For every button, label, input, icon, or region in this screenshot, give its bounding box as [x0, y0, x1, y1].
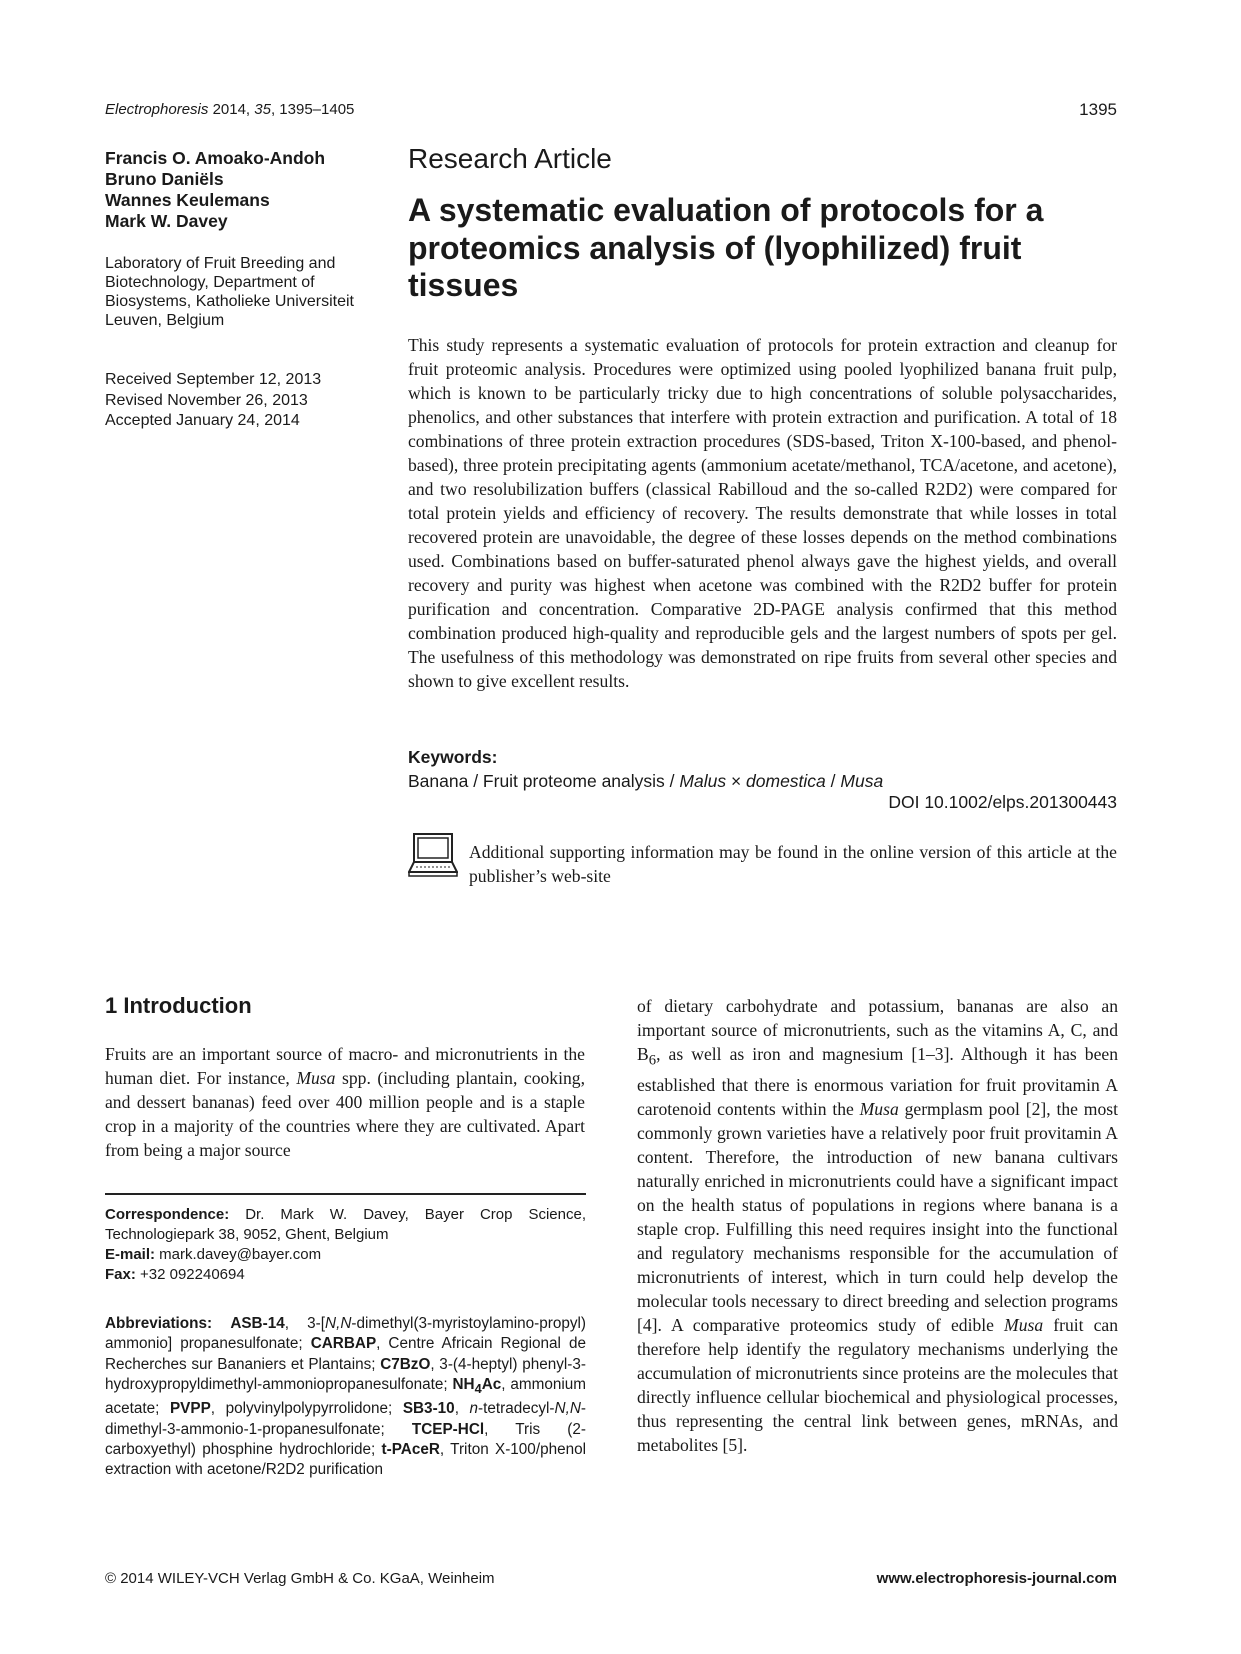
affiliation: Laboratory of Fruit Breeding and Biotechnology, Department of Biosystems, Katholieke Universiteit Leuven, Belgium — [105, 255, 354, 329]
footer-copyright: © 2014 WILEY-VCH Verlag GmbH & Co. KGaA, Weinheim — [105, 1570, 495, 1587]
footnote-divider — [105, 1193, 586, 1195]
article-dates — [105, 370, 375, 432]
fax-number: +32 092240694 — [135, 1266, 245, 1283]
footer-journal-url[interactable]: www.electrophoresis-journal.com — [876, 1570, 1117, 1587]
abbreviations-note: Abbreviations: ASB-14, 3-[N,N-dimethyl(3-myristoylamino-propyl) ammonio] propanesulfonate; CARBAP, Centre Africain Regional de Recherches sur Bananiers et Plantains; C7BzO, 3-(4-heptyl) phenyl-3-hydroxypropyldimethyl-ammoniopropanesulfonate; $NH_4Ac$, ammonium acetate; PVPP, polyvinylpolypyrrolidone; SB3-10, n-tetradecyl-N,N-dimethyl-3-ammonio-1-propanesulfonate; TCEP-HCl, Tris (2-carboxyethyl) phosphine hydrochloride; t-PAceR, Triton X-100/phenol extraction with acetone/R2D2 purification — [105, 1315, 586, 1479]
author-list — [105, 148, 375, 232]
article-title: A systematic evaluation of protocols for a proteomics analysis of (lyophilized) fruit tissues — [408, 192, 1044, 303]
received-date: Received September 12, 2013 — [105, 371, 322, 388]
journal-reference: Electrophoresis 2014, 35, 1395–1405 — [105, 101, 355, 118]
article-type: Research Article — [408, 143, 612, 174]
author: Wannes Keulemans — [105, 190, 270, 210]
correspondence-note: Correspondence: Dr. Mark W. Davey, Bayer Crop Science, Technologiepark 38, 9052, Ghent, Belgium E-mail: mark.davey@bayer.com Fax: +32 092240694 — [105, 1206, 586, 1283]
keywords-heading: Keywords: — [408, 747, 498, 767]
page-number: 1395 — [1079, 100, 1117, 119]
revised-date: Revised November 26, 2013 — [105, 391, 308, 409]
computer-icon — [408, 832, 458, 878]
abstract: This study represents a systematic evaluation of protocols for protein extraction and cleanup for fruit proteomic analysis. Procedures were optimized using pooled lyophilized banana fruit pulp, which is known to be particularly tricky due to high concentrations of soluble polysaccharides, phenolics, and other substances that interfere with protein extraction and purification. A total of 18 combinations of three protein extraction procedures (SDS-based, Triton X-100-based, and phenol-based), three protein precipitating agents (ammonium acetate/methanol, TCA/acetone, and acetone), and two resolubilization buffers (classical Rabilloud and the so-called R2D2) were compared for total protein yields and efficiency of recovery. The results demonstrate that while losses in total recovered protein are unavoidable, the degree of these losses depends on the method combinations used. Combinations based on buffer-saturated phenol always gave the highest yields, and overall recovery and purity was highest when acetone was combined with the R2D2 buffer for protein purification and concentration. Comparative 2D-PAGE analysis confirmed that this method combination produced high-quality and reproducible gels and the largest numbers of spots per gel. The usefulness of this methodology was demonstrated on ripe fruits from several other species and shown to give excellent results. — [408, 335, 1117, 691]
introduction-column-2: of dietary carbohydrate and potassium, bananas are also an important source of micronutrients, such as the vitamins A, C, and $B_6$, as well as iron and magnesium [1–3]. Although it has been established that there is enormous variation for fruit provitamin A carotenoid contents within the Musa germplasm pool [2], the most commonly grown varieties have a relatively poor fruit provitamin A content. Therefore, the introduction of new banana cultivars naturally enriched in micronutrients could have a significant impact on the health status of populations in regions where banana is a staple crop. Fulfilling this need requires insight into the functional and regulatory mechanisms responsible for the accumulation of micronutrients of interest, which in turn could help develop the molecular tools necessary to direct breeding and selection programs [4]. A comparative proteomics study of edible Musa fruit can therefore help identify the regulatory mechanisms underlying the accumulation of micronutrients since proteins are the molecules that directly influence cellular biochemical and physiological processes, thus representing the central link between genes, mRNAs, and metabolites [5]. — [637, 996, 1118, 1455]
section-heading-introduction: 1 Introduction — [105, 993, 252, 1018]
author: Bruno Daniëls — [105, 169, 224, 189]
introduction-column-1: Fruits are an important source of macro- and micronutrients in the human diet. For instance, Musa spp. (including plantain, cooking, and dessert bananas) feed over 400 million people and is a staple crop in a majority of the countries where they are cultivated. Apart from being a major source — [105, 1044, 585, 1160]
supporting-information-note: Additional supporting information may be found in the online version of this article at the publisher’s web-site — [469, 842, 1117, 886]
email-address: mark.davey@bayer.com — [155, 1246, 322, 1263]
author: Francis O. Amoako-Andoh — [105, 148, 326, 168]
doi: DOI 10.1002/elps.201300443 — [888, 792, 1117, 812]
author: Mark W. Davey — [105, 211, 228, 231]
accepted-date: Accepted January 24, 2014 — [105, 412, 300, 429]
keywords-list: Banana / Fruit proteome analysis / Malus × domestica / Musa — [408, 771, 884, 791]
